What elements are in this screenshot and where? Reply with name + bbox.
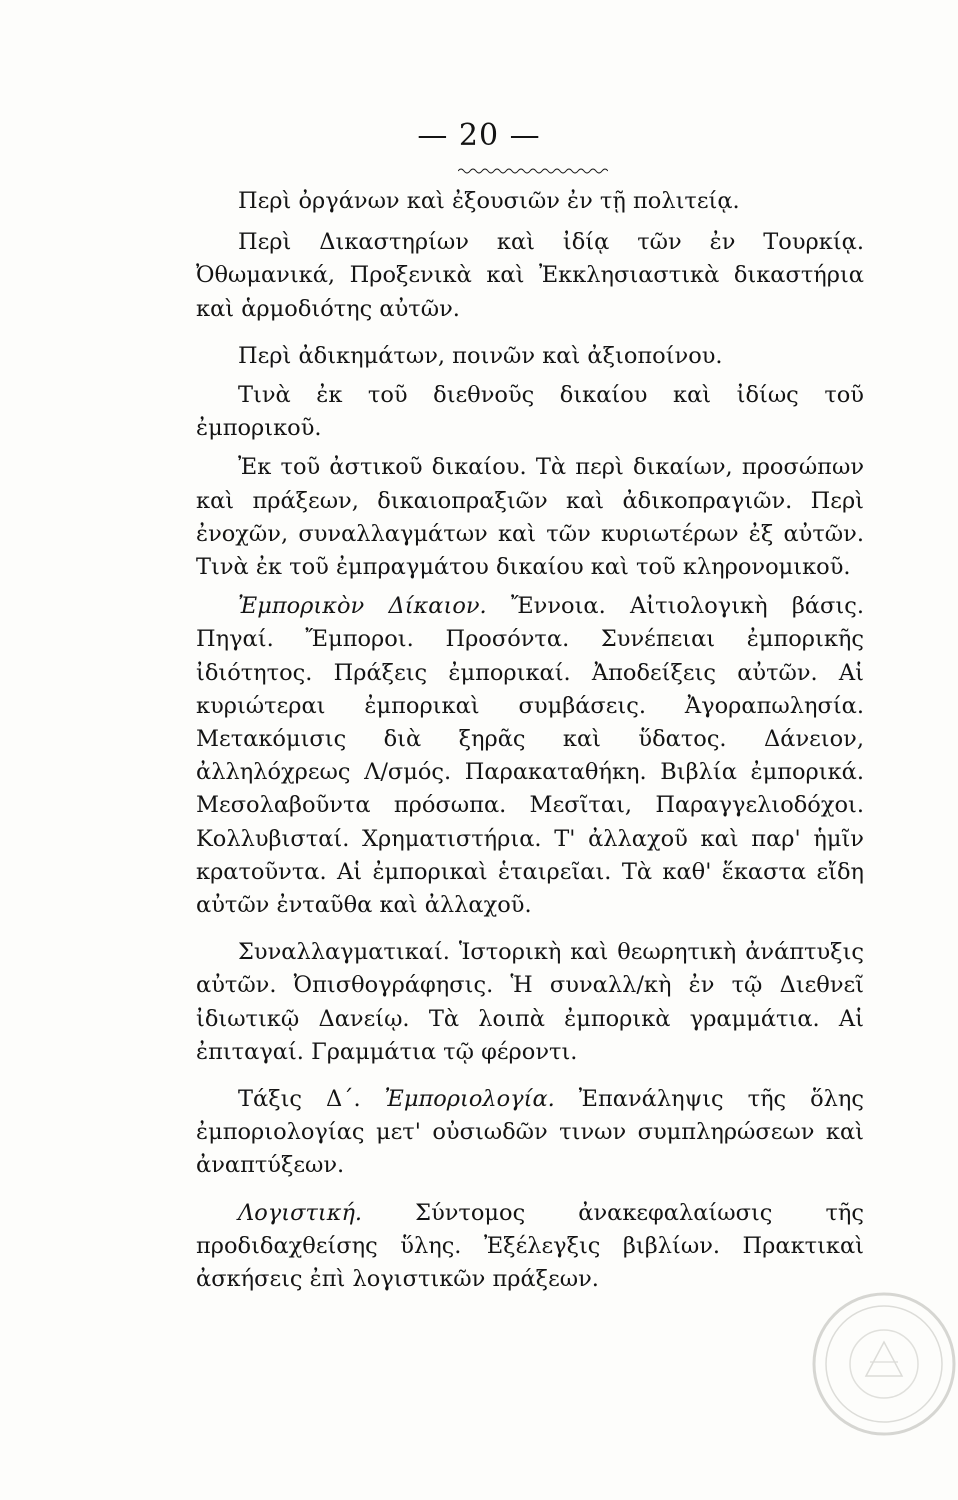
paragraph-heading-italic: Ἐμπορικὸν Δίκαιον. bbox=[238, 593, 487, 620]
paragraph-heading-italic: Ἐμποριολογία. bbox=[360, 1086, 555, 1113]
paragraph-accounting bbox=[196, 1197, 864, 1297]
page-body bbox=[196, 185, 864, 1296]
paragraph-offences bbox=[196, 340, 864, 373]
paragraph-text: Τινὰ ἐκ τοῦ διεθνοῦς δικαίου καὶ ἰδίως τοῦ ἐμπορικοῦ. bbox=[196, 382, 864, 442]
paragraph-bills-of-exchange bbox=[196, 936, 864, 1069]
wavy-rule-ornament bbox=[458, 166, 608, 176]
paragraph-text: Περὶ Δικαστηρίων καὶ ἰδίᾳ τῶν ἐν Τουρκίᾳ. Ὀθωμανικά, Προξενικὰ καὶ Ἐκκλησιαστικὰ δικαστήρια καὶ ἁρμοδιότης αὐτῶν. bbox=[196, 229, 864, 322]
paragraph-international-law bbox=[196, 379, 864, 445]
paragraph-class-d-commerce bbox=[196, 1083, 864, 1183]
library-seal-stamp bbox=[810, 1290, 958, 1438]
page-number: — 20 — bbox=[417, 118, 541, 153]
paragraph-text: Ἐπανάληψις τῆς ὅλης ἐμποριολογίας μετ' οὐσιωδῶν τινων συμπληρώσεων καὶ ἀναπτύξεων. bbox=[196, 1086, 865, 1179]
paragraph-heading-italic: Λογιστική. bbox=[238, 1199, 363, 1226]
paragraph-text: Ἔννοια. Αἰτιολογικὴ βάσις. Πηγαί. Ἔμποροι. Προσόντα. Συνέπειαι ἐμπορικῆς ἰδιότητος. Πράξεις ἐμπορικαί. Ἀποδείξεις αὐτῶν. Αἱ κυριώτεραι ἐμπορικαὶ συμβάσεις. Ἀγοραπωλησία. Μετακόμισις διὰ ξηρᾶς καὶ ὕδατος. Δάνειον, ἀλληλόχρεως Λ/σμός. Παρακαταθήκη. Βιβλία ἐμπορικά. Μεσολαβοῦντα πρόσωπα. Μεσῖται, Παραγγελιοδόχοι. Κολλυβισταί. Χρηματιστήρια. Τ' ἀλλαχοῦ καὶ παρ' ἡμῖν κρατοῦντα. Αἱ ἐμπορικαὶ ἑταιρεῖαι. Τὰ καθ' ἕκαστα εἴδη αὐτῶν ἐνταῦθα καὶ ἀλλαχοῦ. bbox=[196, 593, 864, 919]
paragraph-civil-law bbox=[196, 451, 864, 584]
paragraph-text: Περὶ ἀδικημάτων, ποινῶν καὶ ἀξιοποίνου. bbox=[238, 342, 723, 369]
paragraph-text: Ἐκ τοῦ ἀστικοῦ δικαίου. Τὰ περὶ δικαίων, προσώπων καὶ πράξεων, δικαιοπραξιῶν καὶ ἀδικοπραγιῶν. Περὶ ἐνοχῶν, συναλλαγμάτων καὶ τῶν κυριωτέρων ἐξ αὐτῶν. Τινὰ ἐκ τοῦ ἐμπραγμάτου δικαίου καὶ τοῦ κληρονομικοῦ. bbox=[196, 454, 864, 581]
paragraph-courts bbox=[196, 226, 864, 326]
paragraph-organs bbox=[196, 185, 864, 218]
page-header bbox=[0, 118, 958, 153]
paragraph-text: Περὶ ὀργάνων καὶ ἐξουσιῶν ἐν τῇ πολιτείᾳ. bbox=[238, 188, 740, 214]
paragraph-text: Σύντομος ἀνακεφαλαίωσις τῆς προδιδαχθείσης ὕλης. Ἐξέλεγξις βιβλίων. Πρακτικαὶ ἀσκήσεις ἐπὶ λογιστικῶν πράξεων. bbox=[196, 1199, 864, 1293]
class-label: Τάξις Δ΄. bbox=[238, 1086, 361, 1113]
paragraph-text: Συναλλαγματικαί. Ἱστορικὴ καὶ θεωρητικὴ ἀνάπτυξις αὐτῶν. Ὀπισθογράφησις. Ἡ συναλλ/κὴ ἐν τῷ Διεθνεῖ ἰδιωτικῷ Δανείῳ. Τὰ λοιπὰ ἐμπορικὰ γραμμάτια. Αἱ ἐπιταγαί. Γραμμάτια τῷ φέροντι. bbox=[196, 939, 864, 1065]
paragraph-commercial-law bbox=[196, 590, 864, 922]
